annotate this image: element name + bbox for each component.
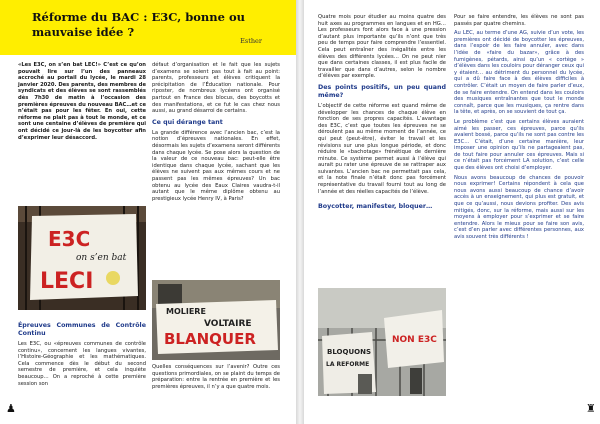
banner3-line1: BLOQUONS <box>327 348 371 356</box>
page-gutter <box>296 0 304 424</box>
banner1-line2: on s’en bat <box>76 253 127 263</box>
left-column-1 <box>18 62 146 144</box>
right-col2-paragraph-4: Nous avons beaucoup de chances de pouvoir nous exprimer! Certains répondent à cela que nous avons aussi beaucoup de chance d’avoir accès à un enseignement, qui plus est gratuit, et que ce qu’aussi, nous devions profiter. Des avis mitigés, donc, sur la réforme, mais aussi sur les moyens à employer pour s’exprimer et se faire entendre. Alors le mieux pour se faire son avis, c’est d’en parler avec différentes personnes, aux avis souvent très différents ! <box>454 174 584 240</box>
banner2-line2: VOLTAIRE <box>204 319 252 329</box>
col2-paragraph-1: défaut d’organisation et le fait que les sujets d’examens se soient pas tout à fait au point: parents, professeurs et élèves critiquent la précipitation de l’Éducation nationale. Pour riposter, de nombreux lycéens ont organisé partout en France des blocus, des boycotts et des manifestations, et ce fut le cas chez nous aussi, au grand désarroi de certains. <box>152 62 280 115</box>
chess-pawn-icon: ♟ <box>6 402 16 415</box>
protest-photo-3 <box>318 288 446 396</box>
right-col1-paragraph-2: L’objectif de cette réforme est quand même de développer les chances de chaque élève en fonction de ses propres capacités. L’avantage des E3C, c’est que toutes les épreuves ne se déroulent pas au même moment de l’année, ce qui peut (peut-être), éviter le travail et les révisions sur une plus longue période, et donc réduire le «bachotage» frénétique de dernière minute. Ce système permet aussi à l’élève qui aurait pu rater une épreuve de se rattraper aux suivantes. L’ancien bac ne permettait pas cela, et la note finale n’était donc pas forcément représentative du travail fourni tout au long de l’année et des réelles capacités de l’élève. <box>318 102 446 195</box>
article-lead: «Les E3C, on s’en bat LEC!» C’est ce qu’on pouvait lire sur l’un des panneaux accroché au portail du lycée, le mardi 28 janvier 2020. Des parents, des membres de syndicats et des élèves se sont rassemblés dès 7h30 de matin à l’occasion des premières épreuves du nouveau BAC…et ce n’était pas pour les fêter. En oui, cette réforme ne plait pas à tout le monde, et ce sont une centaine d’élèves de première qui ont décidé ce jour-là de les boycotter afin d’exprimer leur désaccord. <box>18 62 146 141</box>
section-heading-positifs: Des points positifs, un peu quand même? <box>318 83 446 99</box>
e3c-body: Les E3C, ou «épreuves communes de contrôle continu», concernent les langues vivantes, l’Histoire-Géographie et les mathématiques. Cela commence dès le début du second semestre de première, et cela inquiète beaucoup… On a reproché à cette première session son <box>18 341 146 387</box>
col2-paragraph-3: Quelles conséquences sur l’avenir? Outre ces questions primordiales, on se plaint du temps de préparation: entre la rentrée en première et les premières épreuves, il n’y a que quatre mois. <box>152 364 280 390</box>
right-page <box>304 0 600 424</box>
banner3-line3: NON E3C <box>392 335 437 345</box>
col2-paragraph-2: La grande différence avec l’ancien bac, c’est la notion d’épreuves nationales. En effet, désormais les sujets d’examens seront différents dans chaque lycée. Se pose alors la question de la valeur de ce nouveau bac: peut-elle être identique dans chaque lycée, sachant que les élèves ne suivent pas aux mêmes cours et ne passent pas les mêmes épreuves? Un bac obtenu au lycée des Eaux Claires vaudra-t-il autant que le même diplôme obtenu au prestigieux lycée Henry IV, à Paris? <box>152 129 280 202</box>
section-heading-e3c: Épreuves Communes de Contrôle Continu <box>18 322 146 337</box>
banner3-line2: LA REFORME <box>326 361 370 368</box>
left-column-2 <box>152 62 280 205</box>
banner1-line3: LECI <box>40 269 94 294</box>
right-column-2 <box>454 14 584 244</box>
banner2-line3: BLANQUER <box>164 330 256 348</box>
right-col2-paragraph-2: Au LEC, au terme d’une AG, suivie d’un vote, les premières ont décidé de boycotter les épreuves, dans l’espoir de les faire annuler, avec dans l’idée de «faire du bazar», grâce à des fumigènes, pétards, ainsi qu’un « cortège » d’élèves dans les couloirs pour déranger ceux qui y étaient… au détriment du personnel du lycée, qui a dû faire face à des élèves difficiles à contrôler. C’était un moyen de faire parler d’eux, de se faire entendre. On entend dans les couloirs des musiques entraînantes que tout le monde connaît, parce que les musiques, ça rentre dans la tête, et après, on se souvient de tout ça. <box>454 30 584 116</box>
left-page <box>0 0 296 424</box>
left-column-1-lower <box>18 318 146 390</box>
article-title: Réforme du BAC : E3C, bonne ou mauvaise idée ? <box>32 10 246 39</box>
banner2-line1: MOLIERE <box>166 307 206 316</box>
right-col2-paragraph-1: Pour se faire entendre, les élèves ne sont pas passés par quatre chemins. <box>454 14 584 27</box>
article-author: Esther <box>240 37 262 45</box>
right-col2-paragraph-3: Le problème c’est que certains élèves auraient aimé les passer, ces épreuves, parce qu’ils avaient bossé, parce qu’ils ne sont pas contre les E3C… C’était, d’une certaine manière, leur imposer une opinion qu’ils ne partageaient pas, de tout faire pour annuler ces épreuves. Mais si ce n’était pas forcément LA solution, c’est celle que des élèves ont choisi d’employer. <box>454 118 584 172</box>
right-col1-paragraph-1: Quatre mois pour étudier au moins quatre des huit axes au programmes en langues et en HG… Les professeurs font alors face à une pression d’autant plus importante qu’ils n’ont que très peu de temps pour faire comprendre l’essentiel. Cela peut entraîner des inégalités entre les élèves des différents lycées… On ne peut nier que dans certaines classes, il est plus facile de travailler que dans d’autres, selon le nombre d’élèves par exemple. <box>318 14 446 80</box>
right-column-1 <box>318 14 446 214</box>
protest-photo-2 <box>152 280 280 360</box>
chess-rook-icon: ♜ <box>586 402 596 415</box>
section-heading-derange: Ce qui dérange tant <box>152 118 223 126</box>
left-column-2-lower <box>152 364 280 393</box>
banner1-line1: E3C <box>48 227 91 251</box>
protest-photo-1 <box>18 206 146 310</box>
section-heading-boycotter: Boycotter, manifester, bloquer… <box>318 203 433 211</box>
